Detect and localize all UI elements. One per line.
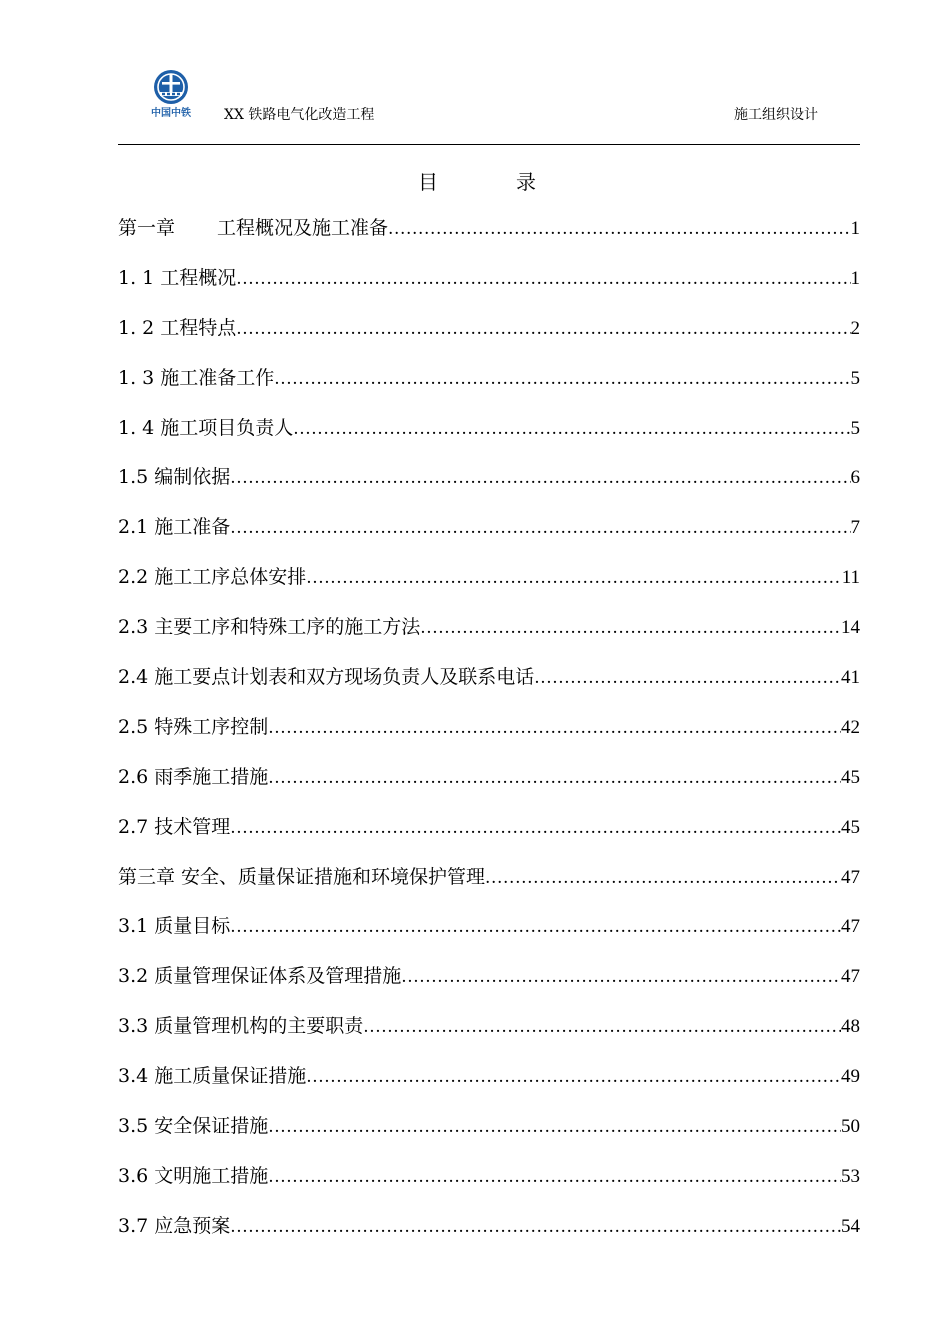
toc-entry-page: 41 (841, 667, 860, 689)
toc-entry[interactable] (118, 702, 860, 752)
crec-logo-icon (152, 68, 190, 106)
dot-leader (236, 254, 850, 304)
toc-entry-label: 2.2 施工工序总体安排 (118, 566, 307, 589)
toc-entry-label: 2.4 施工要点计划表和双方现场负责人及联系电话 (118, 666, 535, 689)
toc-entry-label: 3.5 安全保证措施 (118, 1115, 269, 1138)
toc-entry-page: 2 (850, 317, 860, 339)
toc-entry-page: 54 (841, 1215, 860, 1237)
toc-entry-page: 1 (850, 218, 860, 239)
toc-entry[interactable] (118, 353, 860, 403)
toc-entry-page: 49 (841, 1066, 860, 1088)
toc-entry-page: 47 (841, 916, 860, 938)
toc-entry-page: 42 (841, 716, 860, 738)
toc-entry-label: 1. 3 施工准备工作 (118, 366, 275, 389)
toc-entry-label: 2.3 主要工序和特殊工序的施工方法 (118, 616, 421, 639)
toc-entry-page: 5 (850, 417, 860, 439)
toc-entry[interactable] (118, 403, 860, 453)
toc-entry[interactable] (118, 1201, 860, 1251)
toc-entry-label: 1. 4 施工项目负责人 (118, 416, 294, 439)
dot-leader (306, 1052, 841, 1102)
toc-entry[interactable] (118, 802, 860, 852)
toc-entry[interactable] (118, 452, 860, 502)
dot-leader (268, 753, 841, 803)
toc-entry-page: 45 (841, 816, 860, 838)
toc-entry[interactable] (118, 502, 860, 552)
toc-chapter-title: 工程概况及施工准备 (217, 217, 389, 239)
dot-leader (363, 1002, 841, 1052)
toc-entry-label: 3.6 文明施工措施 (118, 1164, 269, 1187)
toc-entry[interactable] (118, 1001, 860, 1051)
toc-entry[interactable] (118, 652, 860, 702)
dot-leader (388, 204, 850, 254)
toc-entry-label: 3.3 质量管理机构的主要职责 (118, 1015, 364, 1038)
toc-entry[interactable] (118, 1151, 860, 1201)
toc-entry-page: 45 (841, 766, 860, 788)
toc-entry[interactable] (118, 303, 860, 353)
toc-entry-label: 1. 1 工程概况 (118, 266, 237, 289)
toc-entry[interactable] (118, 901, 860, 951)
dot-leader (230, 1202, 841, 1252)
dot-leader (420, 603, 841, 653)
toc-entry-label: 2.1 施工准备 (118, 516, 231, 539)
toc-title-part2: 录 (516, 170, 536, 194)
toc-entry-label: 1.5 编制依据 (118, 466, 231, 489)
dot-leader (293, 404, 850, 454)
toc-entry-page: 47 (841, 966, 860, 988)
dot-leader (236, 304, 850, 354)
document-type: 施工组织设计 (734, 107, 818, 123)
dot-leader (230, 803, 841, 853)
project-name: XX 铁路电气化改造工程 (224, 107, 375, 123)
toc-entry[interactable] (118, 552, 860, 602)
dot-leader (268, 1152, 841, 1202)
dot-leader (268, 703, 841, 753)
toc-entry[interactable] (118, 1051, 860, 1101)
toc-entry-page: 50 (841, 1116, 860, 1138)
toc-entry-page: 1 (850, 267, 860, 289)
toc-entry[interactable] (118, 1101, 860, 1151)
dot-leader (401, 952, 841, 1002)
toc-entry-page: 47 (841, 866, 860, 888)
toc-entry[interactable] (118, 253, 860, 303)
company-logo (146, 68, 196, 118)
logo-text: 中国中铁 (151, 108, 191, 119)
dot-leader (268, 1102, 841, 1152)
toc-entry-label: 3.2 质量管理保证体系及管理措施 (118, 965, 402, 988)
toc-title (418, 166, 536, 195)
toc-entry-label: 2.6 雨季施工措施 (118, 765, 269, 788)
toc-entry-page: 48 (841, 1016, 860, 1038)
toc-entry[interactable] (118, 752, 860, 802)
toc-entry-page: 11 (841, 567, 860, 589)
toc-chapter-number: 第一章 (118, 217, 176, 239)
toc-entry[interactable] (118, 203, 860, 253)
toc-entry-page: 14 (841, 617, 860, 639)
toc-title-part1: 目 (418, 170, 438, 194)
toc-entry-label (118, 203, 388, 253)
dot-leader (230, 453, 850, 503)
toc-entry[interactable] (118, 602, 860, 652)
toc-entry-label: 3.7 应急预案 (118, 1214, 231, 1237)
dot-leader (306, 553, 841, 603)
dot-leader (230, 503, 850, 553)
dot-leader (230, 902, 841, 952)
toc-entry-page: 53 (841, 1165, 860, 1187)
dot-leader (485, 853, 841, 903)
toc-entry-label: 第三章 安全、质量保证措施和环境保护管理 (118, 865, 486, 888)
dot-leader (274, 354, 850, 404)
toc-entry[interactable] (118, 852, 860, 902)
toc-entry[interactable] (118, 951, 860, 1001)
toc-entry-label: 2.5 特殊工序控制 (118, 715, 269, 738)
toc-entry-label: 1. 2 工程特点 (118, 316, 237, 339)
table-of-contents (118, 203, 860, 1251)
toc-entry-label: 3.1 质量目标 (118, 915, 231, 938)
toc-entry-label: 3.4 施工质量保证措施 (118, 1065, 307, 1088)
toc-entry-page: 7 (850, 517, 860, 539)
toc-entry-label: 2.7 技术管理 (118, 815, 231, 838)
page-header (118, 60, 860, 145)
dot-leader (534, 653, 841, 703)
toc-entry-page: 6 (850, 467, 860, 489)
toc-entry-page: 5 (850, 367, 860, 389)
